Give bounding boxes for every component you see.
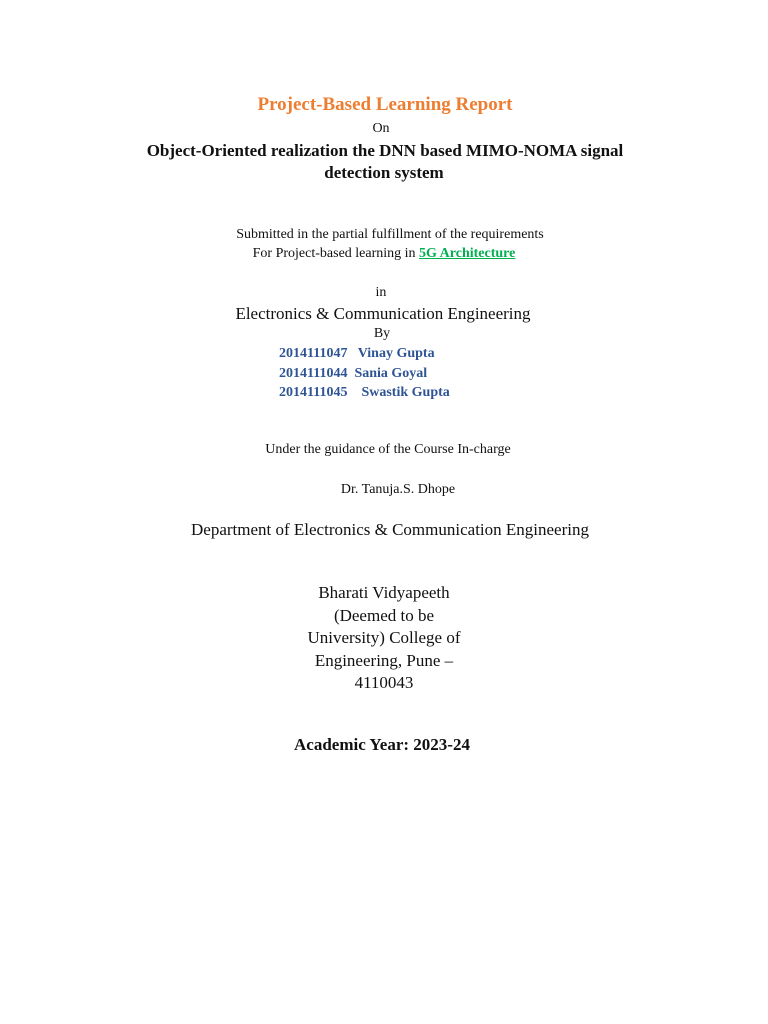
academic-year: Academic Year: 2023-24 (294, 735, 470, 754)
report-heading: Project-Based Learning Report (257, 94, 513, 115)
submission-statement: Submitted in the partial fulfillment of the requirements (236, 227, 544, 242)
branch-name: Electronics & Communication Engineering (235, 304, 531, 323)
guide-name: Dr. Tanuja.S. Dhope (340, 482, 456, 497)
by-label: By (373, 326, 391, 341)
on-label: On (372, 121, 390, 136)
college-line: 4110043 (354, 673, 414, 692)
project-title-line-1: Object-Oriented realization the DNN based MIMO-NOMA signal (146, 141, 624, 160)
student-entry: 2014111044 Sania Goyal (279, 366, 428, 381)
department-name: Department of Electronics & Communication Engineering (191, 520, 589, 539)
project-title-line-2: detection system (324, 163, 444, 182)
college-line: University) College of (307, 628, 461, 647)
guidance-label: Under the guidance of the Course In-charge (265, 442, 511, 457)
college-line: Bharati Vidyapeeth (318, 583, 450, 602)
submission-course-line (0, 246, 768, 262)
student-entry: 2014111047 Vinay Gupta (279, 346, 435, 361)
college-line: Engineering, Pune – (314, 650, 454, 670)
in-label: in (375, 285, 387, 300)
course-prefix: For Project-based learning in (252, 246, 420, 261)
college-name (284, 582, 484, 695)
subject-name: 5G Architecture (419, 246, 516, 261)
college-line: (Deemed to be (333, 605, 435, 625)
student-entry: 2014111045 Swastik Gupta (279, 385, 450, 400)
